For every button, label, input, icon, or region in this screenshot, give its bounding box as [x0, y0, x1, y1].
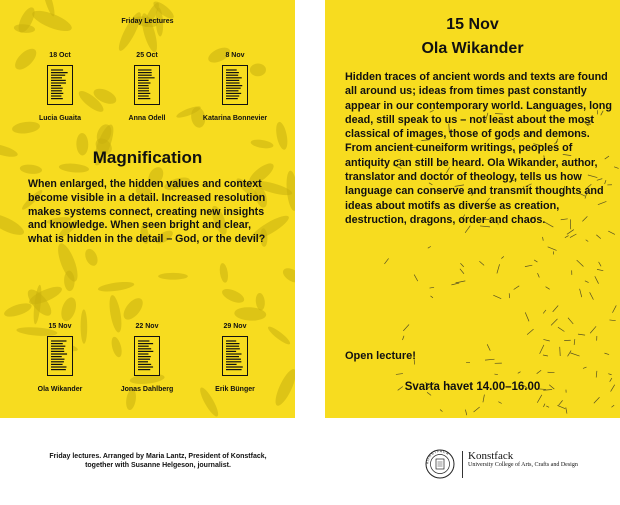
- pattern-blob: [218, 262, 229, 283]
- document-icon: [134, 336, 160, 376]
- scribble-mark: [585, 281, 589, 283]
- pattern-blob: [158, 273, 188, 280]
- series-title: Friday Lectures: [121, 18, 174, 25]
- scribble-mark: [551, 319, 557, 326]
- pattern-blob: [3, 301, 34, 320]
- scribble-mark: [570, 353, 579, 356]
- scribble-mark: [428, 246, 431, 248]
- pattern-blob: [274, 121, 289, 151]
- lecture-date: 22 Nov: [135, 323, 159, 330]
- scribble-mark: [497, 264, 500, 273]
- scribble-mark: [609, 320, 615, 321]
- scribble-mark: [456, 281, 466, 283]
- scribble-mark: [586, 240, 589, 242]
- scribble-mark: [465, 410, 466, 416]
- lecture-date: 29 Nov: [223, 323, 247, 330]
- scribble-mark: [384, 258, 388, 264]
- lecturer-name: Lucia Guaita: [38, 115, 81, 122]
- document-icon: [134, 65, 160, 105]
- pattern-blob: [220, 286, 246, 305]
- scribble-mark: [430, 296, 433, 298]
- scribble-mark: [543, 310, 546, 314]
- scribble-mark: [474, 407, 480, 412]
- scribble-mark: [540, 345, 544, 354]
- scribble-mark: [525, 265, 532, 266]
- scribble-mark: [566, 407, 567, 413]
- lecture-card: [195, 52, 275, 122]
- scribble-mark: [590, 326, 596, 333]
- scribble-mark: [396, 374, 403, 375]
- scribble-mark: [494, 374, 497, 375]
- scribble-mark: [557, 405, 565, 408]
- lecture-card: [20, 323, 100, 393]
- scribble-mark: [483, 395, 484, 403]
- lecturer-name: Anna Odell: [128, 115, 166, 122]
- scribble-mark: [565, 236, 569, 238]
- scribble-mark: [596, 235, 600, 239]
- pattern-blob: [272, 367, 295, 408]
- scribble-mark: [558, 327, 564, 331]
- scribble-mark: [548, 247, 557, 251]
- document-icon: [47, 65, 73, 105]
- pattern-blob: [281, 265, 295, 285]
- scribble-mark: [460, 269, 464, 274]
- logo-divider: [462, 451, 463, 478]
- pattern-blob: [0, 210, 27, 239]
- scribble-mark: [501, 256, 503, 258]
- scribble-mark: [460, 263, 463, 267]
- scribble-mark: [485, 359, 495, 360]
- scribble-mark: [599, 262, 601, 266]
- scribble-mark: [578, 334, 585, 335]
- pattern-blob: [115, 10, 144, 53]
- lecture-card: [107, 52, 187, 122]
- lecture-card: [107, 323, 187, 393]
- document-icon: [222, 65, 248, 105]
- konstfack-logo: [425, 449, 578, 481]
- scribble-mark: [479, 261, 484, 265]
- venue-time: Svarta havet 14.00–16.00: [404, 381, 541, 393]
- scribble-mark: [594, 397, 600, 403]
- footer-credits: Friday lectures. Arranged by Maria Lantz, President of Konstfack, together with Susanne Helgeson, journalist.: [49, 453, 267, 469]
- scribble-mark: [543, 237, 544, 241]
- scribble-mark: [568, 318, 573, 324]
- scribble-mark: [537, 370, 541, 373]
- scribble-mark: [527, 329, 533, 334]
- open-lecture-note: Open lecture!: [345, 350, 416, 362]
- lecture-date-heading: 15 Nov: [446, 16, 499, 33]
- scribble-mark: [543, 339, 549, 341]
- scribble-mark: [534, 260, 537, 262]
- scribble-mark: [597, 269, 603, 270]
- scribble-mark: [553, 306, 559, 312]
- scribble-mark: [595, 276, 599, 283]
- poster-body-text: When enlarged, the hidden values and context become visible in a detail. Increased resolution makes systems connect, creating new insights and knowledge. When seen bright and clear, what is hidden in the detail – God, or the devil?: [28, 178, 266, 246]
- pattern-blob: [59, 296, 79, 323]
- scribble-mark: [525, 312, 529, 321]
- scribble-mark: [604, 353, 609, 354]
- scribble-mark: [608, 231, 615, 234]
- scribble-mark: [493, 295, 501, 298]
- lecture-date: 25 Oct: [136, 52, 158, 59]
- lecturer-name: Ola Wikander: [37, 386, 83, 393]
- poster-overview: [0, 0, 295, 418]
- document-icon: [222, 336, 248, 376]
- poster-title: Magnification: [92, 148, 203, 167]
- pattern-blob: [120, 295, 146, 323]
- scribble-mark: [514, 286, 520, 290]
- pattern-blob: [97, 280, 134, 293]
- document-icon: [47, 336, 73, 376]
- lecture-description: Hidden traces of ancient words and texts are found all around us; ideas from times past constantly appear in our contemporary world. Languages, long dead, still speak to us – not least about the most classical of images, those of gods and demons. From ancient cuneiform writings, peoples of antiquity can still be heard. Ola Wikander, author, translator and doctor of theology, tells us how language can conserve and transmit thoughts and ideas about motifs as diverse as creation, destruction, dragons, order and chaos.: [345, 71, 612, 226]
- scribble-mark: [440, 410, 442, 412]
- scribble-mark: [567, 230, 574, 235]
- lecturer-name: Erik Bünger: [215, 386, 255, 393]
- scribble-mark: [570, 234, 576, 238]
- lecture-card: [195, 323, 275, 393]
- scribble-mark: [580, 289, 582, 297]
- logo-subtitle: University College of Arts, Crafts and Design: [468, 462, 578, 468]
- pattern-blob: [83, 247, 100, 268]
- scribble-mark: [546, 406, 549, 407]
- pattern-blob: [11, 120, 40, 135]
- scribble-mark: [559, 400, 563, 405]
- scribble-mark: [537, 395, 542, 403]
- scribble-mark: [611, 405, 614, 407]
- lecture-date: 18 Oct: [49, 52, 71, 59]
- scribble-mark: [518, 372, 521, 374]
- scribble-mark: [451, 283, 459, 285]
- seal-text: KONSTFACK: [425, 449, 450, 465]
- lecturer-name: Jonas Dahlberg: [120, 386, 174, 393]
- scribble-mark: [568, 351, 572, 357]
- scribble-mark: [537, 273, 539, 277]
- lecture-date: 8 Nov: [225, 52, 245, 59]
- scribble-mark: [546, 287, 550, 290]
- scribble-mark: [430, 287, 435, 288]
- speaker-heading: Ola Wikander: [421, 40, 524, 57]
- scribble-mark: [414, 275, 418, 282]
- seal-icon: [425, 449, 455, 479]
- scribble-mark: [583, 367, 586, 368]
- lecture-card: [20, 52, 100, 122]
- poster-lecture-detail: [325, 0, 620, 418]
- scribble-mark: [487, 344, 490, 350]
- scribble-mark: [590, 292, 594, 299]
- lecturer-name: Katarina Bonnevier: [202, 115, 268, 122]
- logo-name: Konstfack: [468, 450, 514, 462]
- scribble-mark: [543, 404, 545, 407]
- scribble-mark: [596, 371, 597, 378]
- scribble-mark: [577, 260, 584, 266]
- scribble-mark: [403, 325, 409, 331]
- scribble-mark: [608, 374, 611, 375]
- scribble-mark: [402, 336, 404, 340]
- scribble-mark: [574, 339, 575, 345]
- lecture-date: 15 Nov: [48, 323, 72, 330]
- scribble-mark: [498, 402, 501, 404]
- scribble-mark: [612, 305, 616, 312]
- scribble-mark: [543, 355, 548, 356]
